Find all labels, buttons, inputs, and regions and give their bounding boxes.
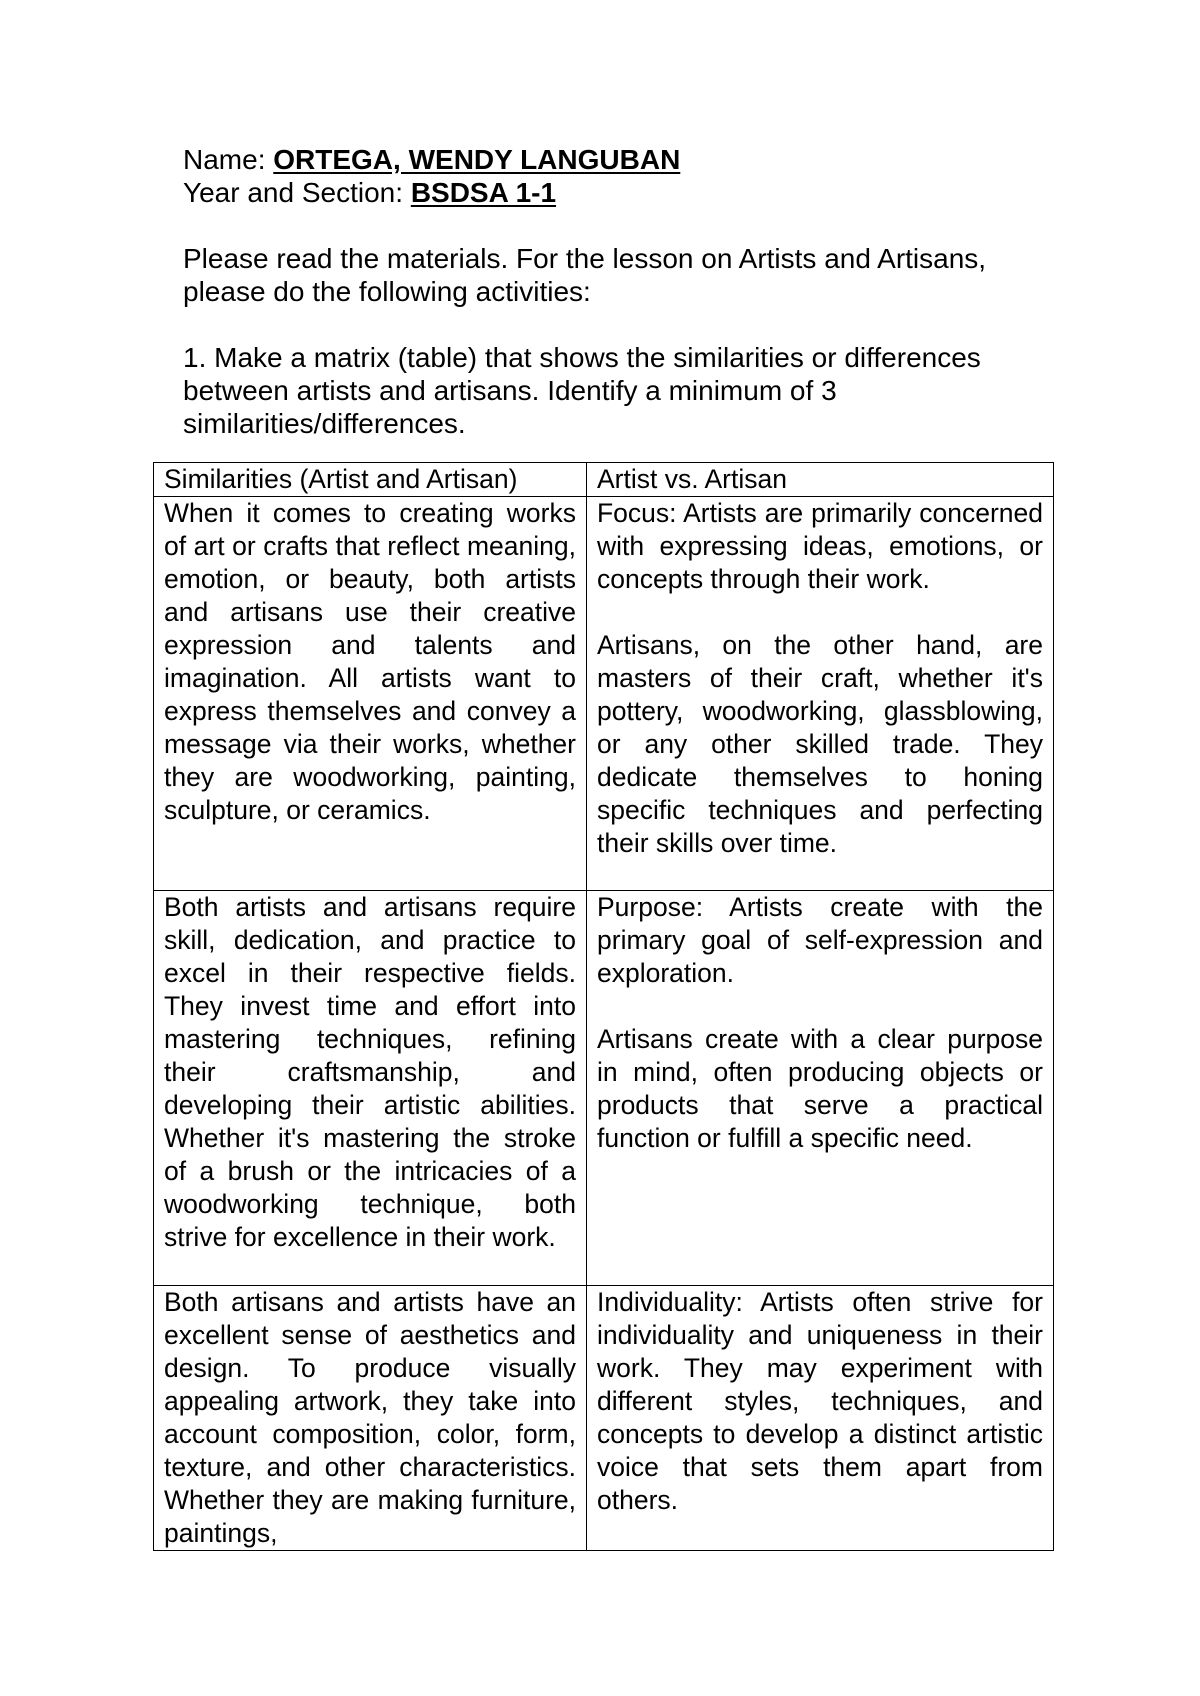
artisan-text: Artisans, on the other hand, are masters of their craft, whether it's pottery, woodworking, glassblowing, or any other skilled trade. They dedicate themselves to honing specific techniques and perfecting their skills over time. [597,630,1043,858]
difference-cell [587,497,1054,891]
artist-text: Individuality: Artists often strive for individuality and uniqueness in their work. They may experiment with different styles, techniques, and concepts to develop a distinct artistic voice that sets them apart from others. [597,1287,1043,1515]
matrix-header-row [154,463,1054,497]
comparison-matrix [153,462,1054,1551]
name-line [183,143,1033,176]
section-label: Year and Section: [183,177,411,208]
instructions-text: Please read the materials. For the lesson on Artists and Artisans, please do the following activities: [183,243,987,307]
table-row [154,891,1054,1286]
similarity-text: When it comes to creating works of art or crafts that reflect meaning, emotion, or beauty, both artists and artisans use their creative expression and talents and imagination. All artists want to express themselves and convey a message via their works, whether they are woodworking, painting, sculpture, or ceramics. [164,498,576,825]
difference-cell [587,1286,1054,1551]
similarity-cell [154,891,587,1286]
artist-text: Focus: Artists are primarily concerned with expressing ideas, emotions, or concepts through their work. [597,498,1043,594]
artisan-text: Artisans create with a clear purpose in mind, often producing objects or products that serve a practical function or fulfill a specific need. [597,1024,1043,1153]
name-label: Name: [183,144,274,175]
difference-cell [587,891,1054,1286]
student-name: ORTEGA, WENDY LANGUBAN [273,144,681,175]
similarity-cell [154,1286,587,1551]
similarity-text: Both artisans and artists have an excellent sense of aesthetics and design. To produce visually appealing artwork, they take into account composition, color, form, texture, and other characteristics. Whether they are making furniture, paintings, [164,1287,576,1548]
similarities-header: Similarities (Artist and Artisan) [154,463,587,497]
table-row [154,1286,1054,1551]
year-section-value: BSDSA 1-1 [410,177,557,208]
similarity-text: Both artists and artisans require skill, dedication, and practice to excel in their respective fields. They invest time and effort into mastering techniques, refining their craftsmanship, and developing their artistic abilities. Whether it's mastering the stroke of a brush or the intricacies of a woodworking technique, both strive for excellence in their work. [164,892,576,1252]
document-header [183,143,1033,440]
section-line [183,176,1033,209]
artist-text: Purpose: Artists create with the primary goal of self-expression and exploration. [597,892,1043,988]
similarity-cell [154,497,587,891]
artist-vs-artisan-header: Artist vs. Artisan [587,463,1054,497]
task-text: 1. Make a matrix (table) that shows the similarities or differences between artists and artisans. Identify a minimum of 3 similarities/differences. [183,342,981,439]
table-row [154,497,1054,891]
